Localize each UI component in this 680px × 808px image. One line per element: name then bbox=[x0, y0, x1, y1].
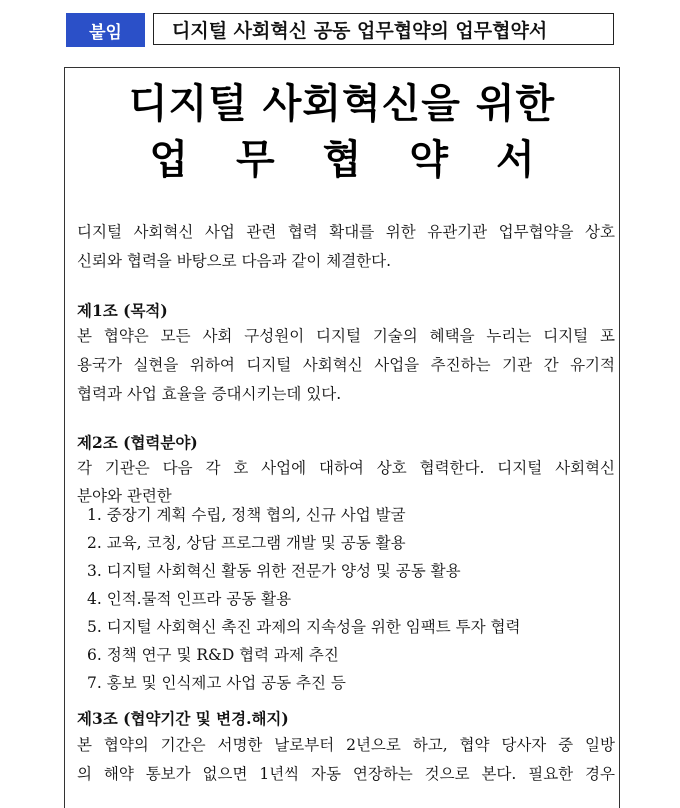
attachment-badge: 붙임 bbox=[66, 13, 145, 47]
article1-line: 용국가 실현을 위하여 디지털 사회혁신 사업을 추진하는 기관 간 유기적 bbox=[77, 356, 615, 374]
list-item: 7. 홍보 및 인식제고 사업 공동 추진 등 bbox=[87, 674, 346, 692]
title-char: 무 bbox=[236, 137, 275, 183]
article1-heading: 제1조 (목적) bbox=[77, 301, 168, 320]
document-frame bbox=[64, 67, 620, 808]
article1-line: 본 협약은 모든 사회 구성원이 디지털 기술의 혜택을 누리는 디지털 포 bbox=[77, 327, 615, 345]
title-char: 업 bbox=[149, 137, 189, 183]
list-item: 4. 인적.물적 인프라 공동 활용 bbox=[87, 590, 292, 608]
title-char: 서 bbox=[495, 137, 535, 183]
header-bar bbox=[66, 13, 616, 47]
header-title: 디지털 사회혁신 공동 업무협약의 업무협약서 bbox=[153, 13, 614, 45]
article2-line: 각 기관은 다음 각 호 사업에 대하여 상호 협력한다. 디지털 사회혁신 bbox=[77, 459, 615, 477]
list-item: 1. 중장기 계획 수립, 정책 협의, 신규 사업 발굴 bbox=[87, 506, 406, 524]
article1-line: 협력과 사업 효율을 증대시키는데 있다. bbox=[77, 385, 342, 403]
cooperation-list bbox=[87, 502, 520, 698]
article2-heading: 제2조 (협력분야) bbox=[77, 433, 198, 452]
article3-heading: 제3조 (협약기간 및 변경.해지) bbox=[77, 709, 289, 728]
list-item: 5. 디지털 사회혁신 촉진 과제의 지속성을 위한 임팩트 투자 협력 bbox=[87, 618, 521, 636]
preamble-line: 신뢰와 협력을 바탕으로 다음과 같이 체결한다. bbox=[77, 252, 392, 270]
preamble-line: 디지털 사회혁신 사업 관련 협력 확대를 위한 유관기관 업무협약을 상호 bbox=[77, 223, 615, 241]
article3-line: 본 협약의 기간은 서명한 날로부터 2년으로 하고, 협약 당사자 중 일방 bbox=[77, 736, 615, 754]
list-item: 2. 교육, 코칭, 상담 프로그램 개발 및 공동 활용 bbox=[87, 534, 406, 552]
document-title-line2 bbox=[65, 128, 619, 185]
article2-line: 분야와 관련한 bbox=[77, 487, 172, 505]
title-char: 협 bbox=[322, 137, 362, 183]
list-item: 6. 정책 연구 및 R&D 협력 과제 추진 bbox=[87, 646, 339, 664]
list-item: 3. 디지털 사회혁신 활동 위한 전문가 양성 및 공동 활용 bbox=[87, 562, 461, 580]
document-title-line1: 디지털 사회혁신을 위한 bbox=[128, 81, 556, 127]
title-char: 약 bbox=[409, 137, 448, 183]
article3-line: 의 해약 통보가 없으면 1년씩 자동 연장하는 것으로 본다. 필요한 경우 bbox=[77, 765, 615, 783]
